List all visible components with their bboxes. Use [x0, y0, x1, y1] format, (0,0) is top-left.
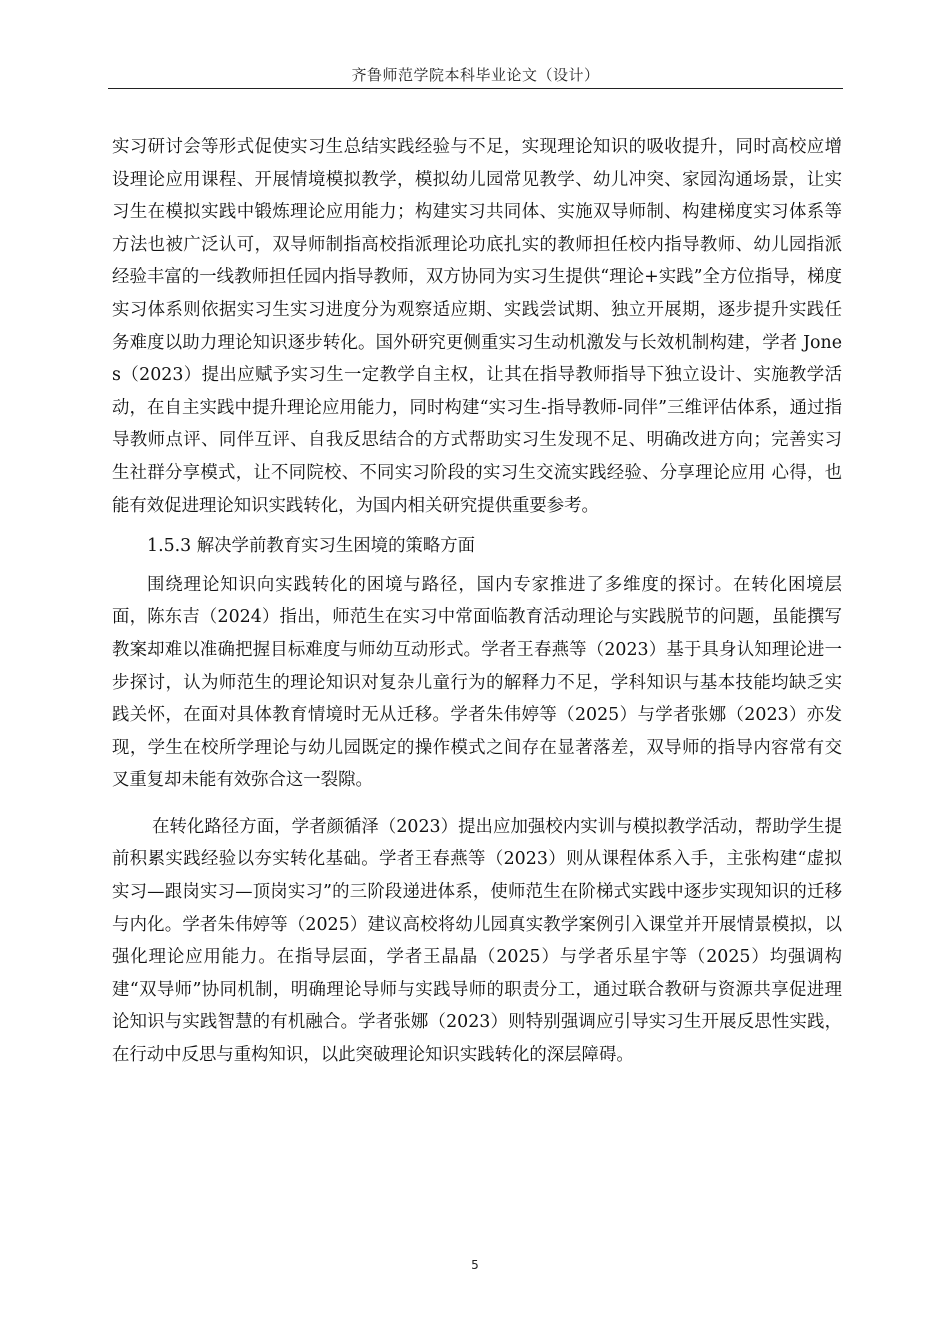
paragraph-continuation: 实习研讨会等形式促使实习生总结实践经验与不足，实现理论知识的吸收提升，同时高校应增设理论应用课程、开展情境模拟教学，模拟幼儿园常见教学、幼儿冲突、家园沟通场景，让实习生在模拟实践中锻炼理论应用能力；构建实习共同体、实施双导师制、构建梯度实习体系等方法也被广泛认可，双导师制指高校指派理论功底扎实的教师担任校内指导教师、幼儿园指派经验丰富的一线教师担任园内指导教师，双方协同为实习生提供“理论+实践”全方位指导，梯度实习体系则依据实习生实习进度分为观察适应期、实践尝试期、独立开展期，逐步提升实践任务难度以助力理论知识逐步转化。国外研究更侧重实习生动机激发与长效机制构建，学者 Jones（2023）提出应赋予实习生一定教学自主权，让其在指导教师指导下独立设计、实施教学活动，在自主实践中提升理论应用能力，同时构建“实习生-指导教师-同伴”三维评估体系，通过指导教师点评、同伴互评、自我反思结合的方式帮助实习生发现不足、明确改进方向；完善实习生社群分享模式，让不同院校、不同实习阶段的实习生交流实践经验、分享理论应用 心得，也能有效促进理论知识实践转化，为国内相关研究提供重要参考。: [112, 137, 842, 516]
page-number: 5: [471, 1258, 479, 1272]
paragraph-transformation-path: 在转化路径方面，学者颜循泽（2023）提出应加强校内实训与模拟教学活动，帮助学生提前积累实践经验以夯实转化基础。学者王春燕等（2023）则从课程体系入手，主张构建“虚拟实习—跟岗实习—顶岗实习”的三阶段递进体系，使师范生在阶梯式实践中逐步实现知识的迁移与内化。学者朱伟婷等（2025）建议高校将幼儿园真实教学案例引入课堂并开展情景模拟，以强化理论应用能力。在指导层面，学者王晶晶（2025）与学者乐星宇等（2025）均强调构建“双导师”协同机制，明确理论导师与实践导师的职责分工，通过联合教研与资源共享促进理论知识与实践智慧的有机融合。学者张娜（2023）则特别强调应引导实习生开展反思性实践，在行动中反思与重构知识，以此突破理论知识实践转化的深层障碍。: [112, 816, 842, 1066]
header-divider: [108, 88, 843, 89]
paragraph-transformation-dilemma: 围绕理论知识向实践转化的困境与路径，国内专家推进了多维度的探讨。在转化困境层面，陈东吉（2024）指出，师范生在实习中常面临教育活动理论与实践脱节的问题，虽能撰写教案却难以准确把握目标难度与师幼互动形式。学者王春燕等（2023）基于具身认知理论进一步探讨，认为师范生的理论知识对复杂儿童行为的解释力不足，学科知识与基本技能均缺乏实践关怀，在面对具体教育情境时无从迁移。学者朱伟婷等（2025）与学者张娜（2023）亦发现，学生在校所学理论与幼儿园既定的操作模式之间存在显著落差，双导师的指导内容常有交叉重复却未能有效弥合这一裂隙。: [112, 574, 842, 791]
page-header: 齐鲁师范学院本科毕业论文（设计）: [351, 66, 600, 84]
section-heading: 1.5.3 解决学前教育实习生困境的策略方面: [147, 536, 476, 557]
document-body: [112, 131, 842, 1072]
paragraph-gap: [112, 797, 842, 811]
